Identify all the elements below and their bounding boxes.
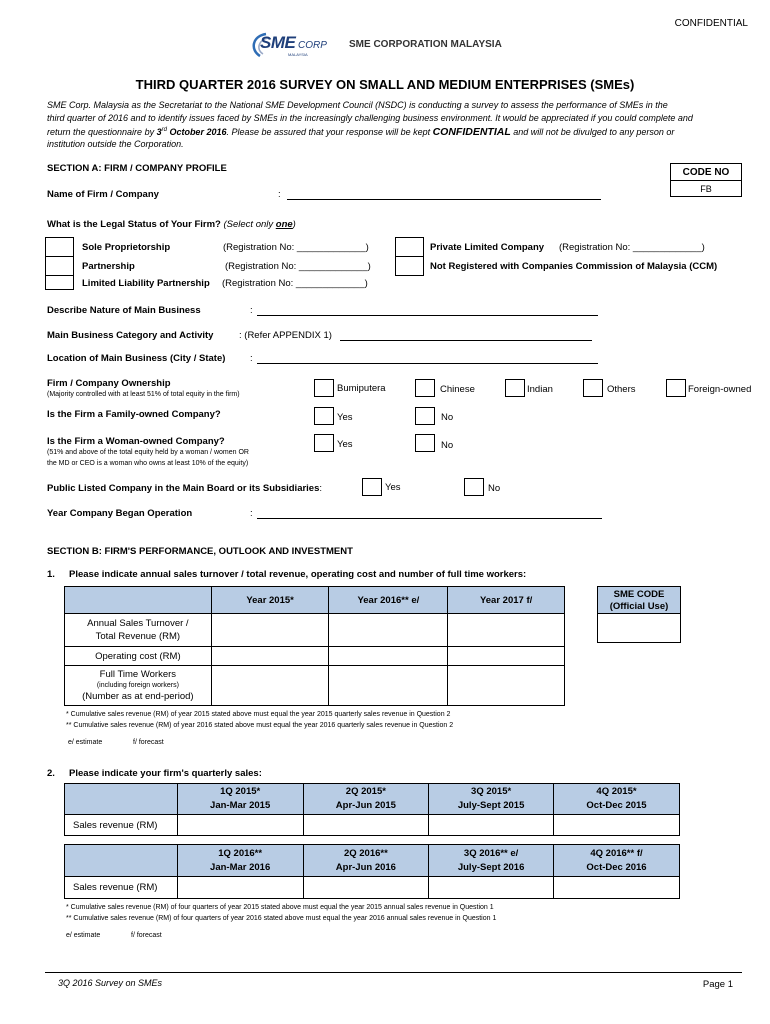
table-row: [65, 877, 554, 899]
checkbox-woman-no[interactable]: [415, 434, 435, 452]
quarter-label: 3Q 2015*: [471, 786, 512, 797]
nature-label: Describe Nature of Main Business: [47, 305, 201, 316]
checkbox-not-registered[interactable]: [395, 256, 424, 276]
cell-input[interactable]: [177, 877, 303, 899]
sme-code-header: [598, 587, 680, 614]
chinese-label: Chinese: [440, 384, 475, 395]
nature-input[interactable]: [257, 315, 598, 316]
cell-input[interactable]: [211, 647, 329, 666]
quarter-label: 1Q 2016**: [218, 847, 263, 859]
checkbox-woman-yes[interactable]: [314, 434, 334, 452]
woman-label: Is the Firm a Woman-owned Company?: [47, 436, 225, 447]
intro-line-3: [47, 126, 674, 138]
col-4q-2016: [554, 845, 680, 877]
q2-number: 2.: [47, 768, 55, 779]
woman-note-1: (51% and above of the total equity held by a woman / women OR: [47, 449, 249, 456]
col-3q-2015: [429, 784, 554, 815]
row-label-line: Annual Sales Turnover /: [87, 618, 189, 629]
bumiputera-label: Bumiputera: [337, 383, 386, 394]
quarter-months: Oct-Dec 2016: [586, 861, 647, 873]
family-no-label: No: [441, 412, 454, 423]
listed-no-label: No: [488, 483, 501, 494]
q1-text: Please indicate annual sales turnover / total revenue, operating cost and number of full time workers:: [69, 569, 527, 580]
col-2q-2015: [303, 784, 429, 815]
quarter-months: Jan-Mar 2015: [210, 800, 271, 811]
legal-q-text: What is the Legal Status of Your Firm?: [47, 219, 224, 230]
q1-note-2: ** Cumulative sales revenue (RM) of year 2016 stated above must equal the year 2016 quarterly sales revenue in Question 2: [66, 722, 454, 729]
quarter-months: Oct-Dec 2015: [586, 800, 647, 811]
llp-label: Limited Liability Partnership: [82, 278, 210, 289]
row-label-line: (including foreign workers): [96, 682, 179, 689]
cell-input[interactable]: [429, 815, 554, 836]
table-row: [65, 666, 565, 706]
col-4q-2015: [554, 784, 680, 815]
q2-note-1: * Cumulative sales revenue (RM) of four quarters of year 2015 stated above must equal the year 2015 annual sales revenue in Question 1: [66, 904, 494, 911]
code-fb: FB: [670, 180, 742, 197]
cell-input[interactable]: [177, 815, 303, 836]
cell-input[interactable]: [303, 815, 429, 836]
sole-reg[interactable]: (Registration No: _____________): [223, 242, 369, 253]
cell-input[interactable]: [211, 614, 329, 647]
sme-code-subtitle: (Official Use): [609, 601, 669, 612]
cell-input[interactable]: [554, 815, 680, 836]
colon: :: [250, 305, 253, 316]
location-input[interactable]: [257, 363, 598, 364]
logo-sme-text: SME: [260, 33, 296, 52]
section-b-heading: SECTION B: FIRM'S PERFORMANCE, OUTLOOK AND INVESTMENT: [47, 546, 353, 557]
row-label-line: Total Revenue (RM): [95, 631, 181, 642]
table-row: [65, 614, 565, 647]
checkbox-others[interactable]: [583, 379, 603, 397]
intro-line-4: institution outside the Corporation.: [47, 139, 184, 149]
checkbox-family-no[interactable]: [415, 407, 435, 425]
col-year-2016: Year 2016** e/: [329, 587, 448, 614]
intro-line-2: third quarter of 2016 and to identify issues faced by SMEs in the increasingly challenging business environment. It would be appreciated if you could complete and: [47, 113, 693, 123]
intro-text: . Please be assured that your response will be kept: [226, 127, 433, 137]
name-label: Name of Firm / Company: [47, 189, 159, 200]
intro-text: return the questionnaire by: [47, 127, 157, 137]
cell-input[interactable]: [448, 647, 565, 666]
section-a-heading: SECTION A: FIRM / COMPANY PROFILE: [47, 163, 227, 174]
private-reg[interactable]: (Registration No: _____________): [559, 242, 705, 253]
forecast-note: f/ forecast: [133, 739, 164, 746]
row-label-sales-revenue: Sales revenue (RM): [65, 877, 178, 899]
name-input[interactable]: [287, 199, 601, 200]
quarter-months: Jan-Mar 2016: [210, 861, 271, 873]
logo-country-text: MALAYSIA: [288, 52, 308, 57]
cell-input[interactable]: [329, 614, 448, 647]
colon: :: [319, 483, 323, 494]
listed-label: [47, 483, 322, 494]
cell-input[interactable]: [329, 647, 448, 666]
ownership-note: (Majority controlled with at least 51% of total equity in the firm): [47, 391, 240, 398]
colon: :: [250, 353, 253, 364]
quarter-label: 3Q 2016** e/: [463, 847, 519, 859]
woman-note-2: the MD or CEO is a woman who owns at least 10% of the equity): [47, 460, 249, 467]
year-began-label: Year Company Began Operation: [47, 508, 193, 519]
intro-text: and will not be divulged to any person or: [510, 127, 675, 137]
legal-q-close: ): [292, 219, 296, 230]
intro-deadline: October 2016: [166, 127, 227, 137]
row-label-line: (Number as at end-period): [82, 691, 194, 702]
woman-no-label: No: [441, 440, 454, 451]
quarter-months: Apr-Jun 2016: [335, 861, 396, 873]
legal-q-select: (Select only: [223, 219, 276, 230]
cell-input[interactable]: [303, 877, 429, 899]
footer-title: 3Q 2016 Survey on SMEs: [58, 978, 163, 988]
woman-yes-label: Yes: [337, 439, 353, 450]
legal-status-question: [47, 219, 296, 230]
not-registered-label: Not Registered with Companies Commission of Malaysia (CCM): [430, 261, 718, 272]
col-2q-2016: [303, 845, 429, 877]
checkbox-sole-proprietorship[interactable]: [45, 237, 74, 257]
checkbox-chinese[interactable]: [415, 379, 435, 397]
partnership-label: Partnership: [82, 261, 135, 272]
quarterly-sales-2016-table: [64, 844, 554, 899]
quarter-label: 2Q 2015*: [345, 786, 386, 797]
col-year-2015: Year 2015*: [211, 587, 329, 614]
quarterly-sales-2015-q4: [553, 783, 680, 836]
checkbox-llp[interactable]: [45, 275, 74, 290]
row-label-sales: [65, 614, 212, 647]
table-row: [65, 815, 554, 836]
page-number: Page 1: [702, 979, 733, 990]
table-corner: [65, 587, 212, 614]
legal-q-one: one: [275, 219, 293, 230]
private-label: Private Limited Company: [430, 242, 545, 253]
checkbox-partnership[interactable]: [45, 256, 74, 276]
quarter-label: 4Q 2016** f/: [590, 847, 643, 859]
cell-input[interactable]: [429, 877, 554, 899]
quarter-months: July-Sept 2016: [457, 861, 525, 873]
category-input[interactable]: [340, 340, 592, 341]
quarter-label: 2Q 2016**: [343, 847, 388, 859]
annual-sales-table: [64, 586, 565, 706]
table-corner: [65, 845, 178, 877]
q1-note-1: * Cumulative sales revenue (RM) of year 2015 stated above must equal the year 2015 quarterly sales revenue in Question 2: [66, 711, 451, 718]
checkbox-listed-yes[interactable]: [362, 478, 382, 496]
intro-confidential: CONFIDENTIAL: [432, 126, 511, 138]
quarter-label: 4Q 2015*: [596, 786, 637, 797]
footer-divider: [45, 972, 742, 973]
indian-label: Indian: [527, 384, 553, 395]
code-no-header: CODE NO: [670, 163, 742, 181]
cell-input[interactable]: [448, 614, 565, 647]
sole-label: Sole Proprietorship: [82, 242, 171, 253]
q1-number: 1.: [47, 569, 55, 580]
sme-code-title: SME CODE: [613, 589, 665, 600]
quarter-label: 1Q 2015*: [220, 786, 261, 797]
smecorp-logo: [248, 30, 343, 60]
listed-text: Public Listed Company in the Main Board or its Subsidiaries: [47, 483, 320, 494]
forecast-note: f/ forecast: [131, 932, 162, 939]
cell-input[interactable]: [329, 666, 448, 706]
row-label-sales-revenue: Sales revenue (RM): [65, 815, 178, 836]
col-1q-2015: [177, 784, 303, 815]
estimate-note: e/ estimate: [66, 932, 101, 939]
logo-corp-text: CORP: [298, 40, 327, 51]
cell-input[interactable]: [448, 666, 565, 706]
category-label: Main Business Category and Activity: [47, 330, 214, 341]
q2-note-2: ** Cumulative sales revenue (RM) of four quarters of year 2016 stated above must equal the year 2016 annual sales revenue in Question 1: [66, 915, 497, 922]
org-name: SME CORPORATION MALAYSIA: [349, 39, 502, 50]
table-corner: [65, 784, 178, 815]
cell-input[interactable]: [211, 666, 329, 706]
checkbox-listed-no[interactable]: [464, 478, 484, 496]
intro-deadline-suffix: rd: [161, 127, 167, 133]
listed-yes-label: Yes: [385, 482, 401, 493]
checkbox-bumiputera[interactable]: [314, 379, 334, 397]
col-1q-2016: [177, 845, 303, 877]
quarterly-sales-2016-q4: [553, 844, 680, 899]
llp-reg[interactable]: (Registration No: _____________): [222, 278, 368, 289]
checkbox-family-yes[interactable]: [314, 407, 334, 425]
checkbox-private-limited[interactable]: [395, 237, 424, 257]
row-label-operating: Operating cost (RM): [65, 647, 212, 666]
colon: :: [250, 508, 253, 519]
year-began-input[interactable]: [257, 518, 602, 519]
checkbox-indian[interactable]: [505, 379, 525, 397]
intro-deadline-day: 3: [156, 127, 162, 137]
quarter-months: July-Sept 2015: [457, 800, 525, 811]
others-label: Others: [607, 384, 636, 395]
quarterly-sales-2015-table: [64, 783, 554, 836]
ownership-label: Firm / Company Ownership: [47, 378, 171, 389]
location-label: Location of Main Business (City / State): [47, 353, 226, 364]
family-yes-label: Yes: [337, 412, 353, 423]
col-year-2017: Year 2017 f/: [448, 587, 565, 614]
sme-code-box[interactable]: [597, 586, 681, 643]
confidential-label: CONFIDENTIAL: [674, 18, 748, 29]
table-row: [65, 647, 565, 666]
q2-text: Please indicate your firm's quarterly sales:: [69, 768, 262, 779]
cell-input[interactable]: [554, 877, 680, 899]
family-label: Is the Firm a Family-owned Company?: [47, 409, 221, 420]
category-ref: : (Refer APPENDIX 1): [239, 330, 332, 341]
intro-line-1: SME Corp. Malaysia as the Secretariat to the National SME Development Council (NSDC) is conducting a survey to assess the performance of SMEs in the: [47, 100, 668, 110]
col-3q-2016: [429, 845, 554, 877]
quarter-months: Apr-Jun 2015: [335, 800, 396, 811]
estimate-note: e/ estimate: [68, 739, 103, 746]
partnership-reg[interactable]: (Registration No: _____________): [225, 261, 371, 272]
checkbox-foreign-owned[interactable]: [666, 379, 686, 397]
row-label-workers: [65, 666, 212, 706]
page-title: THIRD QUARTER 2016 SURVEY ON SMALL AND MEDIUM ENTERPRISES (SMEs): [135, 77, 635, 92]
colon: :: [278, 189, 281, 200]
foreign-label: Foreign-owned: [688, 384, 752, 395]
row-label-line: Full Time Workers: [99, 669, 177, 680]
